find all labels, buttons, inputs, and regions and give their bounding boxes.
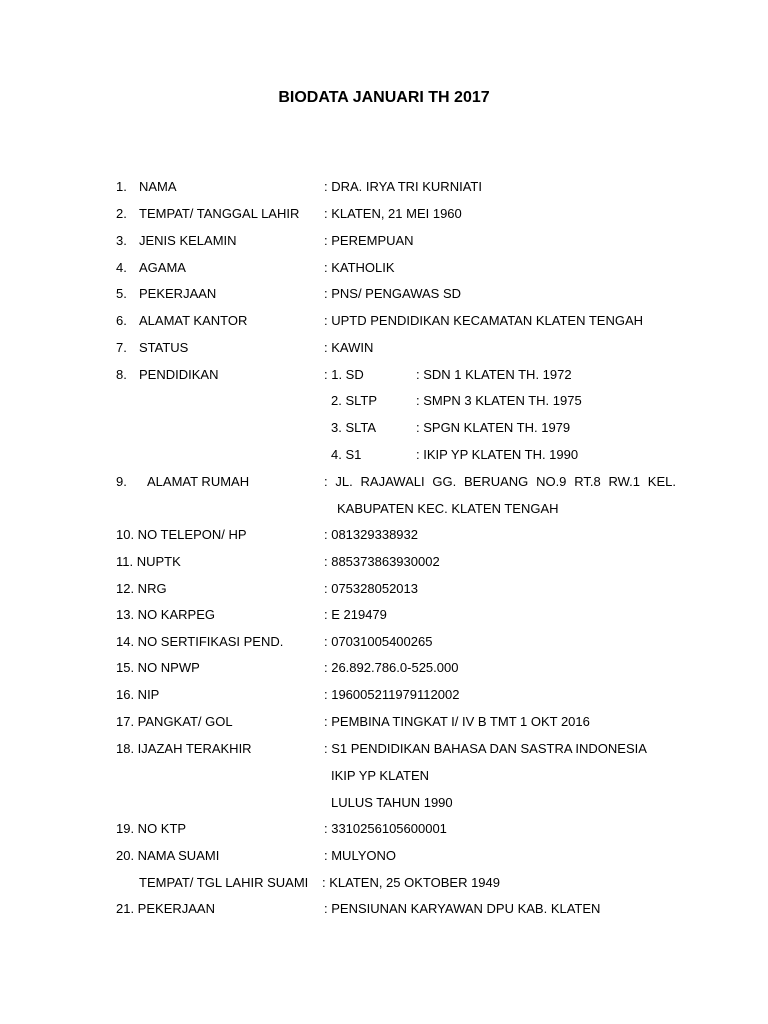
education-row [0, 418, 768, 438]
row-value: : KATHOLIK [324, 260, 395, 275]
biodata-row-no-karpeg [0, 605, 768, 625]
biodata-row-nama [0, 177, 768, 197]
biodata-row-alamat-kantor [0, 311, 768, 331]
biodata-row-tempat-tanggal-lahir [0, 204, 768, 224]
row-number: 5. [116, 286, 127, 301]
row-value-continuation: LULUS TAHUN 1990 [331, 795, 453, 810]
biodata-row-no-sertifikasi [0, 632, 768, 652]
row-value: : PEREMPUAN [324, 233, 414, 248]
row-label: TEMPAT/ TANGGAL LAHIR [139, 206, 300, 221]
ijazah-continuation [0, 766, 768, 786]
row-label: ALAMAT RUMAH [147, 474, 250, 489]
biodata-row-nuptk [0, 552, 768, 572]
row-value: : KLATEN, 21 MEI 1960 [324, 206, 462, 221]
row-value: : 3310256105600001 [324, 821, 447, 836]
biodata-row-jenis-kelamin [0, 231, 768, 251]
education-level: 3. SLTA [331, 420, 377, 435]
row-label: STATUS [139, 340, 189, 355]
biodata-row-tempat-tgl-lahir-suami [0, 873, 768, 893]
row-label: 21. PEKERJAAN [116, 901, 215, 916]
row-number: 6. [116, 313, 127, 328]
row-label: 16. NIP [116, 687, 160, 702]
row-value: : 075328052013 [324, 581, 418, 596]
row-value: : KAWIN [324, 340, 374, 355]
row-value: : 26.892.786.0-525.000 [324, 660, 459, 675]
row-value-continuation: KABUPATEN KEC. KLATEN TENGAH [337, 501, 559, 516]
biodata-row-pangkat-gol [0, 712, 768, 732]
biodata-row-no-npwp [0, 658, 768, 678]
row-label: 11. NUPTK [116, 554, 181, 569]
row-value: : DRA. IRYA TRI KURNIATI [324, 179, 482, 194]
biodata-row-ijazah-terakhir [0, 739, 768, 759]
education-school: : SMPN 3 KLATEN TH. 1975 [416, 393, 582, 408]
row-value: : 196005211979112002 [324, 687, 460, 702]
address-continuation [0, 499, 768, 519]
row-label: PENDIDIKAN [139, 367, 219, 382]
row-number: 2. [116, 206, 127, 221]
row-label: 10. NO TELEPON/ HP [116, 527, 247, 542]
row-number: 3. [116, 233, 127, 248]
row-value: : 081329338932 [324, 527, 418, 542]
row-value: : S1 PENDIDIKAN BAHASA DAN SASTRA INDONESIA [324, 741, 647, 756]
biodata-row-alamat-rumah [0, 472, 768, 492]
row-label: AGAMA [139, 260, 186, 275]
row-label: 17. PANGKAT/ GOL [116, 714, 233, 729]
row-label: ALAMAT KANTOR [139, 313, 248, 328]
row-number: 4. [116, 260, 127, 275]
row-label: 14. NO SERTIFIKASI PEND. [116, 634, 284, 649]
row-value: : JL. RAJAWALI GG. BERUANG NO.9 RT.8 RW.1 KEL. [324, 474, 676, 489]
biodata-row-no-telepon [0, 525, 768, 545]
education-level: 4. S1 [331, 447, 362, 462]
document-title: BIODATA JANUARI TH 2017 [278, 89, 490, 106]
row-label: 13. NO KARPEG [116, 607, 215, 622]
biodata-row-pekerjaan-suami [0, 899, 768, 919]
biodata-row-no-ktp [0, 819, 768, 839]
row-label: 12. NRG [116, 581, 167, 596]
row-number: 9. [116, 474, 127, 489]
row-label: 20. NAMA SUAMI [116, 848, 220, 863]
row-value: : PEMBINA TINGKAT I/ IV B TMT 1 OKT 2016 [324, 714, 590, 729]
biodata-row-nrg [0, 579, 768, 599]
biodata-row-nip [0, 685, 768, 705]
biodata-row-status [0, 338, 768, 358]
row-value: : 885373863930002 [324, 554, 440, 569]
row-label: 19. NO KTP [116, 821, 187, 836]
row-label: TEMPAT/ TGL LAHIR SUAMI [139, 875, 309, 890]
row-value: : 07031005400265 [324, 634, 433, 649]
education-school: : IKIP YP KLATEN TH. 1990 [416, 447, 579, 462]
row-value: : KLATEN, 25 OKTOBER 1949 [322, 875, 500, 890]
education-school: : SPGN KLATEN TH. 1979 [416, 420, 571, 435]
ijazah-continuation [0, 793, 768, 813]
education-level: : 1. SD [324, 367, 364, 382]
row-value: : PNS/ PENGAWAS SD [324, 286, 462, 301]
education-level: 2. SLTP [331, 393, 378, 408]
row-label: NAMA [139, 179, 177, 194]
row-number: 8. [116, 367, 127, 382]
row-number: 7. [116, 340, 127, 355]
row-value: : PENSIUNAN KARYAWAN DPU KAB. KLATEN [324, 901, 601, 916]
biodata-row-pekerjaan [0, 284, 768, 304]
education-row [0, 445, 768, 465]
row-label: 18. IJAZAH TERAKHIR [116, 741, 252, 756]
biodata-row-nama-suami [0, 846, 768, 866]
row-value: : E 219479 [324, 607, 387, 622]
row-label: 15. NO NPWP [116, 660, 200, 675]
row-number: 1. [116, 179, 127, 194]
row-value: : UPTD PENDIDIKAN KECAMATAN KLATEN TENGAH [324, 313, 644, 328]
row-label: JENIS KELAMIN [139, 233, 237, 248]
education-school: : SDN 1 KLATEN TH. 1972 [416, 367, 572, 382]
row-value: : MULYONO [324, 848, 396, 863]
row-value-continuation: IKIP YP KLATEN [331, 768, 430, 783]
biodata-row-agama [0, 258, 768, 278]
biodata-row-pendidikan [0, 365, 768, 385]
education-row [0, 391, 768, 411]
row-label: PEKERJAAN [139, 286, 217, 301]
